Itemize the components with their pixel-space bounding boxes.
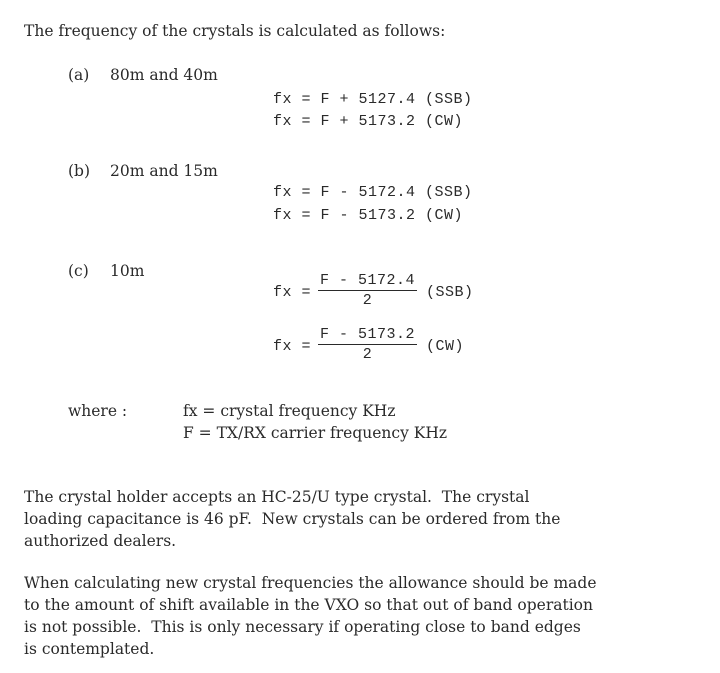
fraction-ssb-mode: (SSB) [426,284,474,301]
fraction-cw-mode: (CW) [426,338,465,355]
formula-a-ssb: fx = F + 5127.4 (SSB) [273,91,473,108]
fraction-ssb [318,272,417,309]
formula-b-ssb: fx = F - 5172.4 (SSB) [273,184,473,201]
where-label: where : [68,402,128,420]
definition-f: F = TX/RX carrier frequency KHz [183,424,448,442]
paragraph-2-line-3: is not possible. This is only necessary if operating close to band edges [24,618,581,636]
fraction-cw-denominator: 2 [362,346,373,363]
paragraph-1-line-1: The crystal holder accepts an HC-25/U type crystal. The crystal [24,488,530,506]
section-b-label: (b) [68,162,91,180]
fraction-cw [318,326,417,363]
fraction-ssb-lhs: fx = [273,284,312,301]
intro-text: The frequency of the crystals is calculated as follows: [24,22,446,40]
section-c-label: (c) [68,262,89,280]
paragraph-1-line-3: authorized dealers. [24,532,177,550]
paragraph-2-line-1: When calculating new crystal frequencies the allowance should be made [24,574,597,592]
fraction-cw-lhs: fx = [273,338,312,355]
paragraph-1-line-2: loading capacitance is 46 pF. New crystals can be ordered from the [24,510,561,528]
fraction-cw-numerator: F - 5173.2 [320,326,416,343]
section-a-band: 80m and 40m [110,66,218,84]
paragraph-2-line-4: is contemplated. [24,640,155,658]
section-c-band: 10m [110,262,145,280]
section-a-label: (a) [68,66,90,84]
fraction-ssb-denominator: 2 [362,292,373,309]
fraction-ssb-numerator: F - 5172.4 [320,272,416,289]
paragraph-2-line-2: to the amount of shift available in the VXO so that out of band operation [24,596,593,614]
definition-fx: fx = crystal frequency KHz [183,402,396,420]
section-b-band: 20m and 15m [110,162,218,180]
formula-a-cw: fx = F + 5173.2 (CW) [273,113,464,130]
formula-b-cw: fx = F - 5173.2 (CW) [273,207,464,224]
